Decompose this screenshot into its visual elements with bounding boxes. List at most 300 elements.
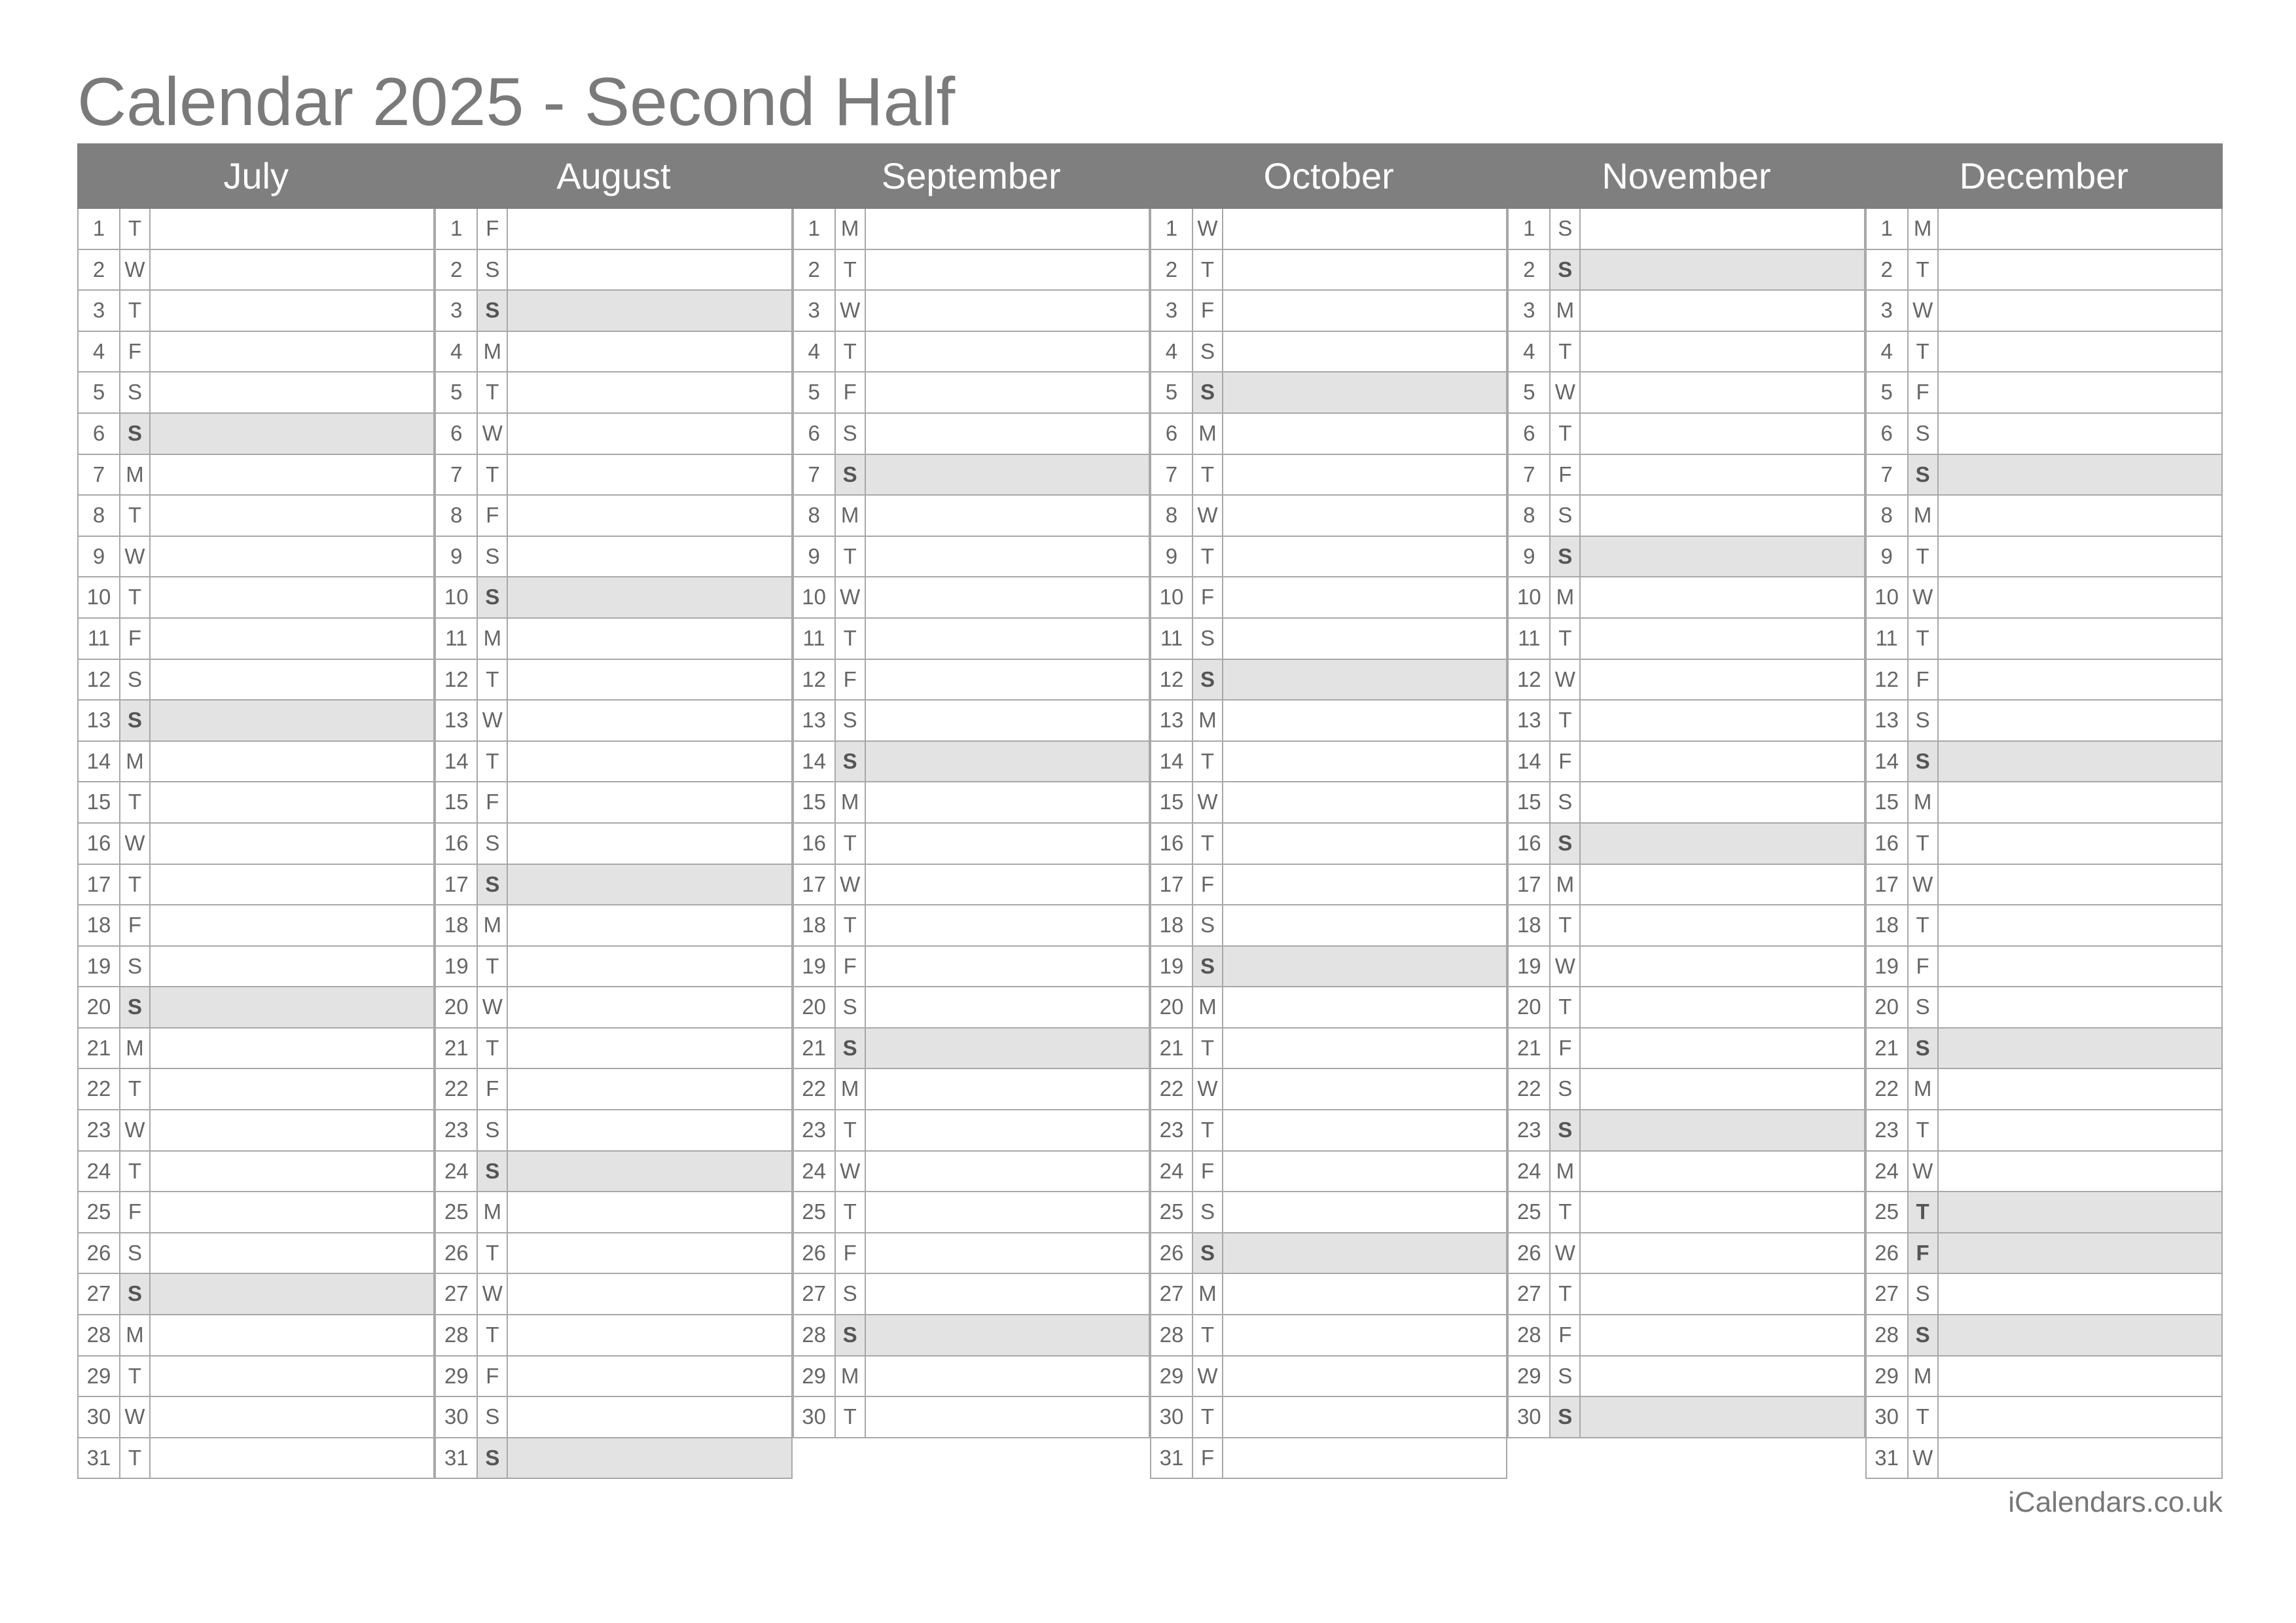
day-row xyxy=(793,414,1150,455)
day-number: 12 xyxy=(1509,660,1551,700)
weekday-letter: M xyxy=(1193,414,1223,454)
weekday-letter: S xyxy=(1551,537,1581,577)
day-row xyxy=(435,824,792,865)
weekday-letter: T xyxy=(1909,1110,1939,1150)
day-note-area xyxy=(508,1152,791,1192)
day-number: 10 xyxy=(1151,577,1193,617)
day-row xyxy=(1507,865,1865,906)
day-number: 24 xyxy=(436,1152,478,1192)
day-number: 10 xyxy=(79,577,120,617)
weekday-letter: S xyxy=(1551,782,1581,822)
day-row xyxy=(435,1397,792,1438)
weekday-letter: T xyxy=(1551,1274,1581,1314)
day-number: 29 xyxy=(1867,1357,1909,1396)
day-note-area xyxy=(1581,291,1863,331)
day-number: 29 xyxy=(79,1357,120,1396)
day-row xyxy=(1150,455,1507,496)
weekday-letter: T xyxy=(1193,455,1223,495)
day-row xyxy=(793,291,1150,332)
day-number: 6 xyxy=(1151,414,1193,454)
weekday-letter: S xyxy=(836,455,866,495)
day-number: 22 xyxy=(794,1069,836,1109)
day-row xyxy=(793,1029,1150,1070)
day-row xyxy=(1865,373,2223,414)
day-row xyxy=(435,1069,792,1110)
day-row xyxy=(1150,577,1507,619)
month-columns xyxy=(77,209,2223,1479)
day-row xyxy=(435,1233,792,1275)
day-note-area xyxy=(1223,1315,1506,1355)
day-row xyxy=(1865,1315,2223,1357)
day-number: 30 xyxy=(1151,1397,1193,1437)
day-number: 4 xyxy=(436,332,478,372)
day-note-area xyxy=(1581,660,1863,700)
day-note-area xyxy=(1581,1192,1863,1232)
weekday-letter: W xyxy=(836,291,866,331)
day-row xyxy=(77,373,435,414)
day-row xyxy=(793,660,1150,701)
weekday-letter: S xyxy=(1551,1069,1581,1109)
day-number: 16 xyxy=(436,824,478,864)
day-number: 14 xyxy=(1867,742,1909,782)
day-number: 25 xyxy=(1867,1192,1909,1232)
page-title: Calendar 2025 - Second Half xyxy=(77,64,956,140)
day-number: 19 xyxy=(1151,947,1193,987)
day-note-area xyxy=(1581,865,1863,905)
day-number: 30 xyxy=(794,1397,836,1437)
month-header-september: September xyxy=(881,155,1061,196)
month-column-september xyxy=(793,209,1150,1479)
day-note-area xyxy=(1581,1152,1863,1192)
day-note-area xyxy=(1581,414,1863,454)
month-column-july xyxy=(77,209,435,1479)
day-note-area xyxy=(1939,414,2221,454)
weekday-letter: M xyxy=(120,1315,151,1355)
weekday-letter: W xyxy=(478,414,508,454)
day-number: 3 xyxy=(79,291,120,331)
day-row xyxy=(1507,1069,1865,1110)
weekday-letter: T xyxy=(836,1397,866,1437)
day-note-area xyxy=(1223,701,1506,740)
day-note-area xyxy=(1939,373,2221,412)
day-note-area xyxy=(1223,1274,1506,1314)
day-number: 18 xyxy=(1151,905,1193,945)
day-number: 4 xyxy=(794,332,836,372)
day-row xyxy=(1150,824,1507,865)
weekday-letter: T xyxy=(1551,619,1581,659)
day-row xyxy=(77,1397,435,1438)
day-note-area xyxy=(508,373,791,412)
day-note-area xyxy=(508,1438,791,1478)
month-column-november xyxy=(1507,209,1865,1479)
day-row xyxy=(1150,742,1507,783)
day-note-area xyxy=(508,537,791,577)
day-row xyxy=(1150,1233,1507,1275)
weekday-letter: F xyxy=(478,209,508,249)
day-row xyxy=(435,332,792,373)
day-number: 8 xyxy=(1151,496,1193,536)
day-row xyxy=(793,1233,1150,1275)
day-note-area xyxy=(1223,865,1506,905)
day-number: 25 xyxy=(1151,1192,1193,1232)
weekday-letter: T xyxy=(478,373,508,412)
day-note-area xyxy=(866,1357,1149,1396)
day-number: 17 xyxy=(436,865,478,905)
day-note-area xyxy=(151,209,433,249)
day-number: 19 xyxy=(79,947,120,987)
weekday-letter: T xyxy=(120,209,151,249)
day-row xyxy=(435,1110,792,1152)
day-note-area xyxy=(1581,577,1863,617)
day-number: 2 xyxy=(79,250,120,290)
weekday-letter: M xyxy=(478,332,508,372)
weekday-letter: S xyxy=(1193,332,1223,372)
day-row xyxy=(77,987,435,1029)
day-number: 13 xyxy=(1151,701,1193,740)
day-number: 24 xyxy=(79,1152,120,1192)
weekday-letter: F xyxy=(120,905,151,945)
day-number: 23 xyxy=(794,1110,836,1150)
day-note-area xyxy=(866,537,1149,577)
day-row xyxy=(793,577,1150,619)
day-number: 15 xyxy=(436,782,478,822)
day-note-area xyxy=(151,660,433,700)
day-note-area xyxy=(151,1152,433,1192)
day-note-area xyxy=(866,1110,1149,1150)
weekday-letter: F xyxy=(836,373,866,412)
day-row xyxy=(435,865,792,906)
day-row xyxy=(1150,414,1507,455)
day-note-area xyxy=(508,619,791,659)
weekday-letter: S xyxy=(1551,1110,1581,1150)
weekday-letter: M xyxy=(478,619,508,659)
day-note-area xyxy=(1581,1357,1863,1396)
day-number: 17 xyxy=(79,865,120,905)
day-number: 20 xyxy=(1151,987,1193,1027)
day-number: 10 xyxy=(794,577,836,617)
day-note-area xyxy=(866,414,1149,454)
day-number: 25 xyxy=(794,1192,836,1232)
weekday-letter: W xyxy=(478,1274,508,1314)
day-number: 14 xyxy=(436,742,478,782)
day-note-area xyxy=(151,1357,433,1396)
day-number: 18 xyxy=(794,905,836,945)
weekday-letter: F xyxy=(478,1357,508,1396)
weekday-letter: T xyxy=(1909,824,1939,864)
day-number: 11 xyxy=(79,619,120,659)
weekday-letter: S xyxy=(1551,496,1581,536)
day-row xyxy=(1865,947,2223,988)
day-number: 18 xyxy=(436,905,478,945)
day-number: 5 xyxy=(436,373,478,412)
weekday-letter: S xyxy=(1909,742,1939,782)
weekday-letter: T xyxy=(1551,701,1581,740)
day-number: 19 xyxy=(436,947,478,987)
weekday-letter: T xyxy=(1909,537,1939,577)
day-row xyxy=(1865,455,2223,496)
day-number: 9 xyxy=(436,537,478,577)
day-number: 3 xyxy=(1867,291,1909,331)
day-number: 28 xyxy=(436,1315,478,1355)
day-number: 3 xyxy=(1509,291,1551,331)
day-row xyxy=(1507,1274,1865,1315)
weekday-letter: T xyxy=(120,1069,151,1109)
day-number: 24 xyxy=(794,1152,836,1192)
day-note-area xyxy=(151,291,433,331)
day-note-area xyxy=(866,1233,1149,1273)
day-row xyxy=(793,332,1150,373)
weekday-letter: S xyxy=(836,1315,866,1355)
day-row xyxy=(1507,1152,1865,1193)
weekday-letter: W xyxy=(1551,373,1581,412)
day-row xyxy=(77,947,435,988)
day-note-area xyxy=(1939,209,2221,249)
weekday-letter: S xyxy=(120,373,151,412)
day-number: 5 xyxy=(79,373,120,412)
day-number: 16 xyxy=(79,824,120,864)
day-note-area xyxy=(508,496,791,536)
day-number: 2 xyxy=(1151,250,1193,290)
day-note-area xyxy=(866,987,1149,1027)
weekday-letter: F xyxy=(478,782,508,822)
weekday-letter: W xyxy=(1909,577,1939,617)
day-row xyxy=(1150,1110,1507,1152)
day-number: 24 xyxy=(1151,1152,1193,1192)
weekday-letter: M xyxy=(120,1029,151,1068)
weekday-letter: F xyxy=(1909,1233,1939,1273)
day-note-area xyxy=(1939,1110,2221,1150)
day-number: 8 xyxy=(1509,496,1551,536)
day-note-area xyxy=(151,414,433,454)
day-note-area xyxy=(508,1274,791,1314)
day-row xyxy=(435,782,792,824)
day-note-area xyxy=(866,1315,1149,1355)
day-row xyxy=(435,537,792,578)
day-row xyxy=(793,1192,1150,1233)
day-note-area xyxy=(508,865,791,905)
weekday-letter: T xyxy=(1551,905,1581,945)
day-row xyxy=(1865,250,2223,291)
day-note-area xyxy=(866,577,1149,617)
day-number: 10 xyxy=(1509,577,1551,617)
day-note-area xyxy=(151,619,433,659)
day-row xyxy=(77,209,435,250)
weekday-letter: F xyxy=(1909,947,1939,987)
weekday-letter: M xyxy=(1909,1069,1939,1109)
day-note-area xyxy=(1581,782,1863,822)
day-note-area xyxy=(866,1274,1149,1314)
day-row xyxy=(1150,537,1507,578)
weekday-letter: F xyxy=(836,1233,866,1273)
day-number: 6 xyxy=(79,414,120,454)
day-row xyxy=(1150,373,1507,414)
weekday-letter: W xyxy=(120,824,151,864)
weekday-letter: S xyxy=(836,742,866,782)
weekday-letter: M xyxy=(478,905,508,945)
day-number: 26 xyxy=(794,1233,836,1273)
weekday-letter: S xyxy=(1193,1233,1223,1273)
day-note-area xyxy=(1939,1069,2221,1109)
weekday-letter: S xyxy=(1909,1029,1939,1068)
day-number: 4 xyxy=(1151,332,1193,372)
day-note-area xyxy=(1223,1069,1506,1109)
day-row xyxy=(77,824,435,865)
day-row xyxy=(435,373,792,414)
day-note-area xyxy=(1223,1438,1506,1478)
day-number: 11 xyxy=(1509,619,1551,659)
day-row xyxy=(1507,619,1865,660)
weekday-letter: W xyxy=(1909,1152,1939,1192)
day-row xyxy=(435,250,792,291)
weekday-letter: F xyxy=(836,660,866,700)
day-number: 7 xyxy=(794,455,836,495)
day-number: 7 xyxy=(1151,455,1193,495)
day-number: 16 xyxy=(1867,824,1909,864)
day-note-area xyxy=(151,1029,433,1068)
day-row xyxy=(1507,824,1865,865)
weekday-letter: S xyxy=(478,577,508,617)
day-row xyxy=(1865,1152,2223,1193)
day-note-area xyxy=(1223,1397,1506,1437)
day-note-area xyxy=(508,414,791,454)
day-number: 8 xyxy=(794,496,836,536)
day-note-area xyxy=(1223,782,1506,822)
weekday-letter: W xyxy=(478,701,508,740)
day-number: 19 xyxy=(794,947,836,987)
weekday-letter: W xyxy=(120,1397,151,1437)
weekday-letter: M xyxy=(120,742,151,782)
weekday-letter: F xyxy=(1193,865,1223,905)
weekday-letter: T xyxy=(478,742,508,782)
weekday-letter: T xyxy=(120,1438,151,1478)
weekday-letter: S xyxy=(120,1274,151,1314)
day-note-area xyxy=(508,824,791,864)
weekday-letter: S xyxy=(478,824,508,864)
weekday-letter: T xyxy=(478,1233,508,1273)
weekday-letter: T xyxy=(1909,1192,1939,1232)
day-note-area xyxy=(508,1192,791,1232)
day-row xyxy=(77,332,435,373)
weekday-letter: F xyxy=(836,947,866,987)
day-row xyxy=(793,1069,1150,1110)
day-number: 22 xyxy=(1867,1069,1909,1109)
weekday-letter: W xyxy=(1909,865,1939,905)
weekday-letter: T xyxy=(120,865,151,905)
day-note-area xyxy=(1939,1357,2221,1396)
day-note-area xyxy=(1939,577,2221,617)
day-note-area xyxy=(866,455,1149,495)
weekday-letter: F xyxy=(120,619,151,659)
weekday-letter: T xyxy=(1193,1397,1223,1437)
day-row xyxy=(1865,701,2223,742)
day-number: 9 xyxy=(79,537,120,577)
day-row xyxy=(793,250,1150,291)
day-note-area xyxy=(508,1069,791,1109)
month-header-july: July xyxy=(223,155,289,196)
day-row xyxy=(1507,987,1865,1029)
day-number: 31 xyxy=(1151,1438,1193,1478)
day-note-area xyxy=(1939,291,2221,331)
day-row xyxy=(435,414,792,455)
weekday-letter: T xyxy=(1193,1110,1223,1150)
weekday-letter: S xyxy=(1909,987,1939,1027)
day-note-area xyxy=(151,742,433,782)
day-number: 17 xyxy=(794,865,836,905)
day-row xyxy=(1150,1357,1507,1398)
weekday-letter: W xyxy=(1551,1233,1581,1273)
day-row xyxy=(435,455,792,496)
day-row xyxy=(77,1110,435,1152)
weekday-letter: F xyxy=(478,1069,508,1109)
day-row xyxy=(793,1110,1150,1152)
day-row xyxy=(435,291,792,332)
weekday-letter: M xyxy=(1551,865,1581,905)
day-row xyxy=(1865,905,2223,947)
day-number: 31 xyxy=(79,1438,120,1478)
weekday-letter: M xyxy=(836,1069,866,1109)
day-row xyxy=(1865,619,2223,660)
day-row xyxy=(435,1274,792,1315)
day-row xyxy=(793,865,1150,906)
day-row xyxy=(77,291,435,332)
weekday-letter: W xyxy=(1551,660,1581,700)
day-note-area xyxy=(151,782,433,822)
day-row xyxy=(1150,1152,1507,1193)
weekday-letter: M xyxy=(836,1357,866,1396)
day-row xyxy=(1507,455,1865,496)
day-number: 6 xyxy=(1867,414,1909,454)
day-note-area xyxy=(1223,905,1506,945)
day-note-area xyxy=(1939,1397,2221,1437)
day-number: 11 xyxy=(436,619,478,659)
day-row xyxy=(77,414,435,455)
month-header-august: August xyxy=(556,155,671,196)
day-row xyxy=(1507,1397,1865,1438)
day-number: 1 xyxy=(1867,209,1909,249)
weekday-letter: T xyxy=(1551,332,1581,372)
day-note-area xyxy=(1581,1315,1863,1355)
weekday-letter: W xyxy=(836,865,866,905)
day-note-area xyxy=(866,742,1149,782)
day-note-area xyxy=(866,1397,1149,1437)
day-number: 18 xyxy=(79,905,120,945)
day-note-area xyxy=(866,1029,1149,1068)
day-number: 5 xyxy=(1151,373,1193,412)
day-row xyxy=(435,1029,792,1070)
weekday-letter: S xyxy=(120,947,151,987)
day-row xyxy=(77,905,435,947)
day-row xyxy=(1865,537,2223,578)
day-note-area xyxy=(1581,1069,1863,1109)
day-row xyxy=(1507,414,1865,455)
day-row xyxy=(1150,987,1507,1029)
day-note-area xyxy=(508,291,791,331)
day-row xyxy=(1150,250,1507,291)
weekday-letter: W xyxy=(1909,1438,1939,1478)
day-number: 21 xyxy=(79,1029,120,1068)
day-note-area xyxy=(1939,660,2221,700)
day-note-area xyxy=(1581,1274,1863,1314)
day-number: 12 xyxy=(1867,660,1909,700)
day-note-area xyxy=(151,496,433,536)
weekday-letter: T xyxy=(478,660,508,700)
day-note-area xyxy=(151,455,433,495)
day-row xyxy=(1507,1192,1865,1233)
day-number: 2 xyxy=(1867,250,1909,290)
day-note-area xyxy=(508,1029,791,1068)
day-row xyxy=(1150,619,1507,660)
day-row xyxy=(435,209,792,250)
